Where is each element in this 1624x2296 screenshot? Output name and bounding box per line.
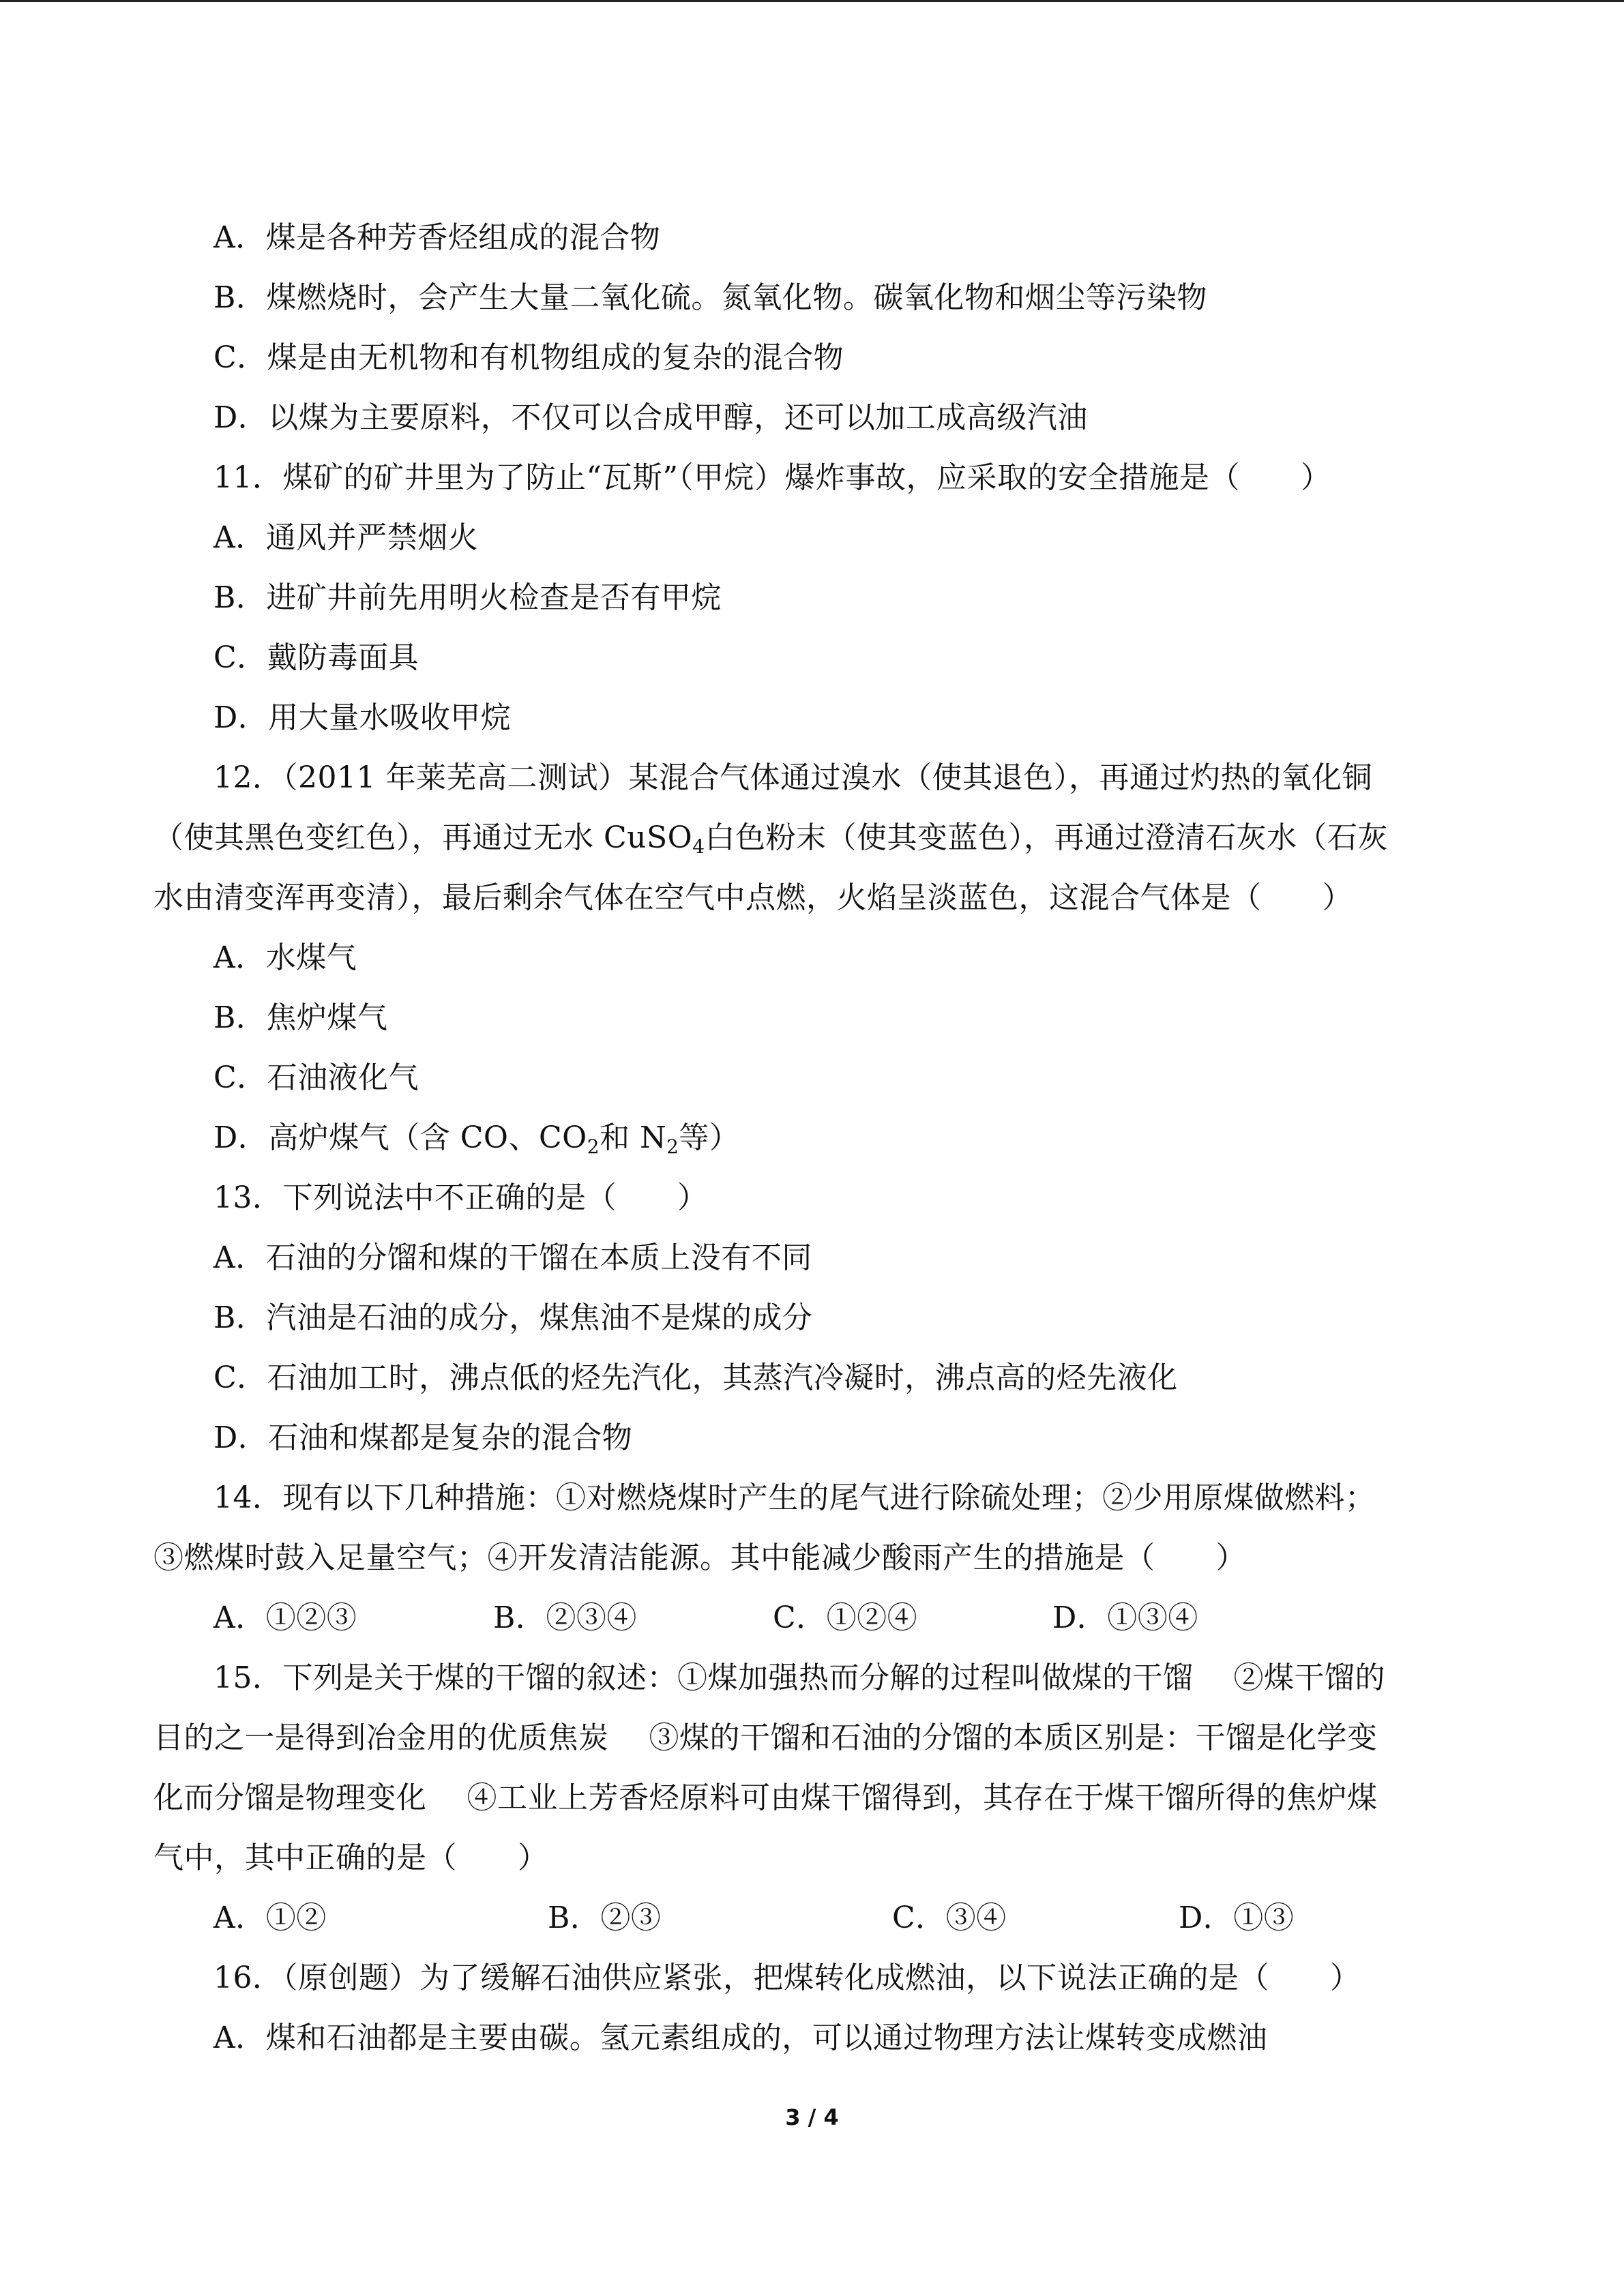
q10-option-c: C．煤是由无机物和有机物组成的复杂的混合物 bbox=[213, 340, 844, 375]
q14-option-d: D．①③④ bbox=[1052, 1600, 1198, 1635]
q14-stem-line2: ③燃煤时鼓入足量空气；④开发清洁能源。其中能减少酸雨产生的措施是（ ） bbox=[153, 1540, 1246, 1575]
page-number: 3 / 4 bbox=[785, 2104, 839, 2130]
q16-option-a: A．煤和石油都是主要由碳。氢元素组成的，可以通过物理方法让煤转变成燃油 bbox=[213, 2021, 1268, 2055]
q10-option-a: A．煤是各种芳香烃组成的混合物 bbox=[213, 220, 661, 255]
q15-option-b: B．②③ bbox=[548, 1900, 662, 1935]
q15-stem-line4: 气中，其中正确的是（ ） bbox=[153, 1840, 548, 1875]
q12-option-b: B．焦炉煤气 bbox=[213, 1000, 388, 1035]
q12-stem-line2 bbox=[153, 808, 1477, 868]
q15-options bbox=[153, 1888, 1477, 1948]
q10-option-b: B．煤燃烧时，会产生大量二氧化硫。氮氧化物。碳氧化物和烟尘等污染物 bbox=[213, 280, 1207, 315]
q15-stem-line3: 化而分馏是物理变化 ④工业上芳香烃原料可由煤干馏得到，其存在于煤干馏所得的焦炉煤 bbox=[153, 1780, 1378, 1815]
q13-stem: 13．下列说法中不正确的是（ ） bbox=[213, 1180, 708, 1215]
q12-option-d bbox=[153, 1108, 1477, 1168]
q12-d-post: 等） bbox=[679, 1120, 740, 1155]
page-content bbox=[153, 208, 1477, 2068]
q11-option-d: D．用大量水吸收甲烷 bbox=[213, 700, 512, 735]
q14-stem-line1: 14．现有以下几种措施：①对燃烧煤时产生的尾气进行除硫处理；②少用原煤做燃料； bbox=[213, 1480, 1376, 1515]
q12-d-sub1: 2 bbox=[587, 1135, 600, 1158]
q12-stem-line2-pre: （使其黑色变红色），再通过无水 CuSO bbox=[153, 820, 693, 855]
q11-stem: 11．煤矿的矿井里为了防止“瓦斯”（甲烷）爆炸事故，应采取的安全措施是（ ） bbox=[213, 460, 1331, 495]
q12-d-pre: D．高炉煤气（含 CO、CO bbox=[213, 1120, 587, 1155]
top-border bbox=[0, 0, 1624, 2]
q15-option-c: C．③④ bbox=[892, 1900, 1007, 1935]
q13-option-c: C．石油加工时，沸点低的烃先汽化，其蒸汽冷凝时，沸点高的烃先液化 bbox=[213, 1360, 1178, 1395]
q14-option-c: C．①②④ bbox=[773, 1600, 918, 1635]
q12-d-mid: 和 N bbox=[600, 1120, 667, 1155]
q15-stem-line1: 15．下列是关于煤的干馏的叙述：①煤加强热而分解的过程叫做煤的干馏 ②煤干馏的 bbox=[213, 1660, 1385, 1695]
q12-option-a: A．水煤气 bbox=[213, 940, 357, 975]
q14-option-a: A．①②③ bbox=[213, 1600, 357, 1635]
q14-options bbox=[153, 1588, 1477, 1648]
q12-stem-line1: 12．（2011 年莱芜高二测试）某混合气体通过溴水（使其退色），再通过灼热的氧化铜 bbox=[213, 760, 1372, 795]
q13-option-a: A．石油的分馏和煤的干馏在本质上没有不同 bbox=[213, 1240, 812, 1275]
q14-option-b: B．②③④ bbox=[493, 1600, 637, 1635]
q13-option-b: B．汽油是石油的成分，煤焦油不是煤的成分 bbox=[213, 1300, 813, 1335]
q10-option-d: D．以煤为主要原料，不仅可以合成甲醇，还可以加工成高级汽油 bbox=[213, 400, 1088, 435]
q11-option-b: B．进矿井前先用明火检查是否有甲烷 bbox=[213, 580, 722, 615]
q15-stem-line2: 目的之一是得到冶金用的优质焦炭 ③煤的干馏和石油的分馏的本质区别是：干馏是化学变 bbox=[153, 1720, 1378, 1755]
q12-stem-line3: 水由清变浑再变清），最后剩余气体在空气中点燃，火焰呈淡蓝色，这混合气体是（ ） bbox=[153, 880, 1353, 915]
q16-stem: 16．（原创题）为了缓解石油供应紧张，把煤转化成燃油，以下说法正确的是（ ） bbox=[213, 1960, 1361, 1995]
q11-option-c: C．戴防毒面具 bbox=[213, 640, 419, 675]
q15-option-a: A．①② bbox=[213, 1900, 327, 1935]
q15-option-d: D．①③ bbox=[1179, 1900, 1295, 1935]
q12-stem-line2-post: 白色粉末（使其变蓝色），再通过澄清石灰水（石灰 bbox=[705, 820, 1389, 855]
q12-option-c: C．石油液化气 bbox=[213, 1060, 419, 1095]
q13-option-d: D．石油和煤都是复杂的混合物 bbox=[213, 1420, 633, 1455]
q11-option-a: A．通风并严禁烟火 bbox=[213, 520, 479, 555]
q12-stem-line2-sub: 4 bbox=[692, 835, 705, 858]
q12-d-sub2: 2 bbox=[666, 1135, 679, 1158]
